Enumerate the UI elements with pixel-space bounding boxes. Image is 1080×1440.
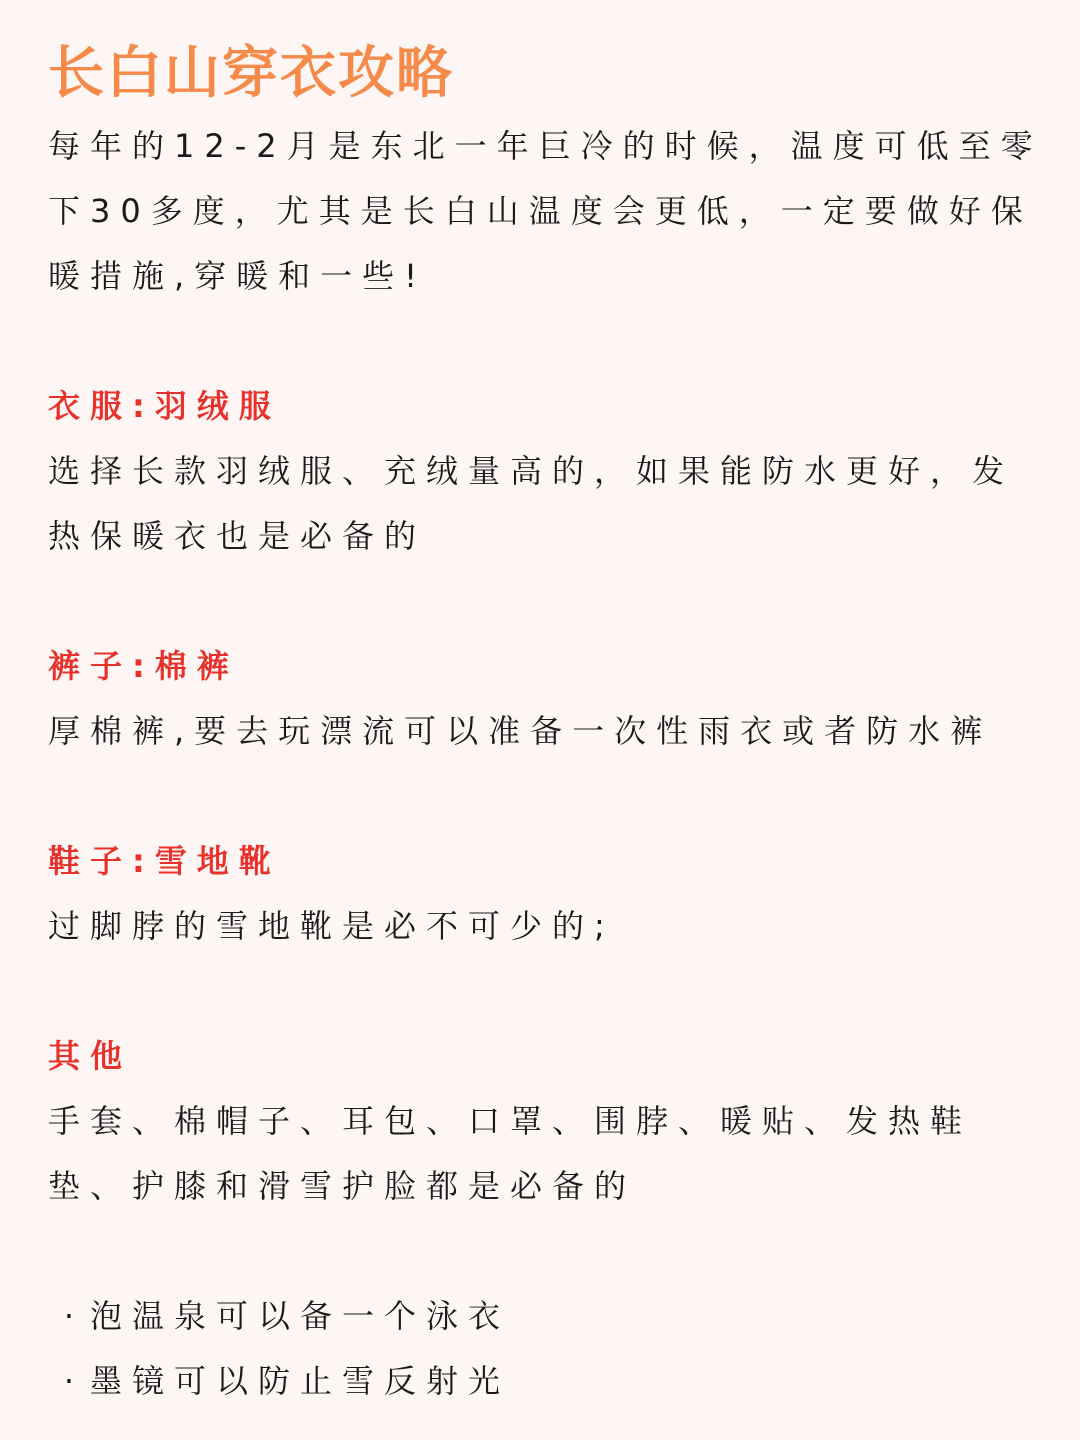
section-heading-clothes: 衣服:羽绒服 [48,387,281,425]
page-title: 长白山穿衣攻略 [48,41,454,106]
bullet-text: 墨镜可以防止雪反射光 [90,1362,511,1400]
section-body-clothes [48,439,1014,569]
bullet-item-sunglasses [48,1361,510,1401]
section-heading-other: 其他 [48,1037,133,1075]
section-line: 垫、护膝和滑雪护脸都是必备的 [48,1167,637,1205]
intro-line: 下30多度，尤其是长白山温度会更低，一定要做好保 [48,192,1033,230]
section-line: 厚棉裤,要去玩漂流可以准备一次性雨衣或者防水裤 [48,712,993,750]
section-line: 手套、棉帽子、耳包、口罩、围脖、暖贴、发热鞋 [48,1102,973,1140]
bullet-dot: · [63,1297,75,1335]
section-body-other [48,1089,972,1219]
section-body-pants [48,699,992,764]
bullet-item-swimsuit [48,1296,510,1336]
intro-paragraph [48,114,1043,309]
section-line: 过脚脖的雪地靴是必不可少的; [48,907,615,945]
bullet-dot: · [63,1362,75,1400]
section-heading-shoes: 鞋子:雪地靴 [48,842,281,880]
intro-line: 每年的12-2月是东北一年巨冷的时候，温度可低至零 [48,127,1043,165]
intro-line: 暖措施,穿暖和一些! [48,257,428,295]
bullet-text: 泡温泉可以备一个泳衣 [90,1297,511,1335]
section-line: 热保暖衣也是必备的 [48,517,427,555]
section-line: 选择长款羽绒服、充绒量高的，如果能防水更好，发 [48,452,1015,490]
section-heading-pants: 裤子:棉裤 [48,647,239,685]
section-body-shoes [48,894,615,959]
